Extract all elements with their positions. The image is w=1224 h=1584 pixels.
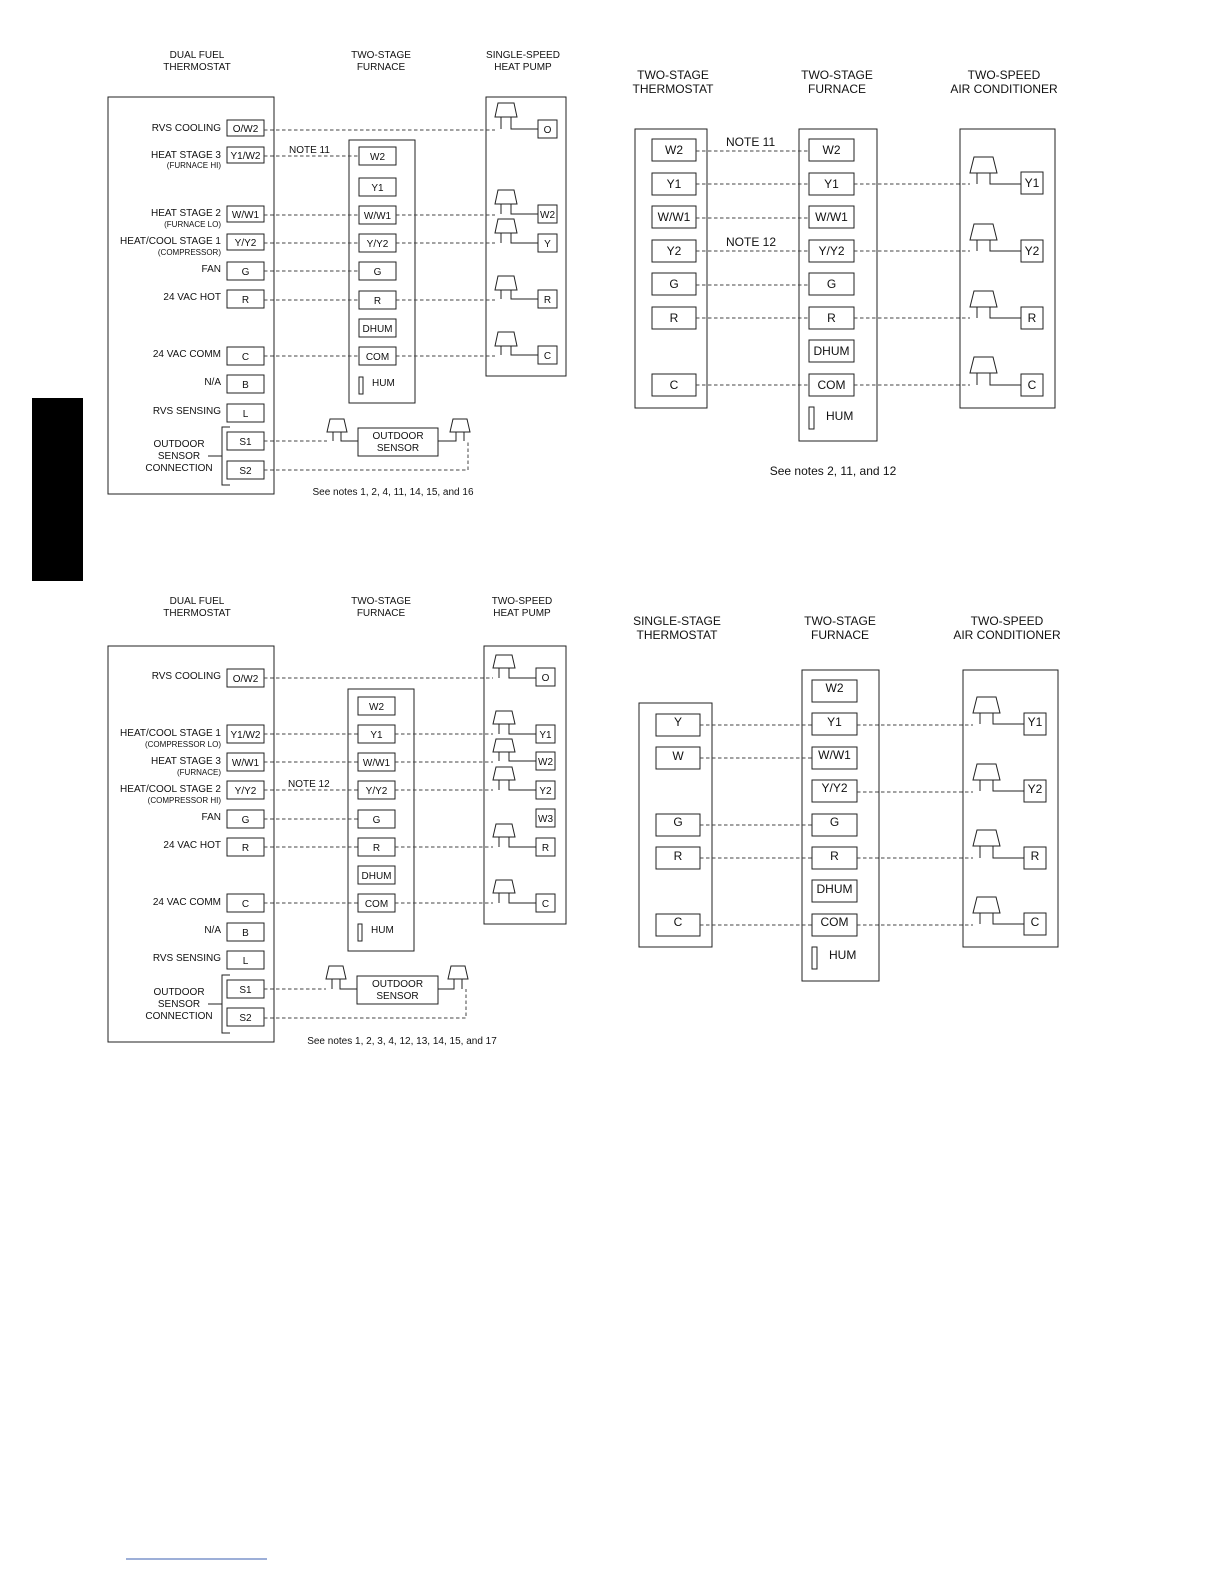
thermostat-terminal bbox=[227, 838, 264, 856]
furnace-terminal bbox=[358, 725, 395, 743]
thermostat-terminal bbox=[656, 714, 700, 736]
svg-text:Y1/W2: Y1/W2 bbox=[230, 730, 261, 741]
unit-terminal bbox=[536, 725, 555, 743]
field-connection-icon bbox=[493, 767, 536, 790]
heading-unit-line2: AIR CONDITIONER bbox=[953, 628, 1061, 642]
field-connection-icon bbox=[495, 103, 538, 129]
svg-text:COM: COM bbox=[817, 378, 846, 392]
thermostat-terminal bbox=[656, 847, 700, 869]
furnace-terminal bbox=[809, 206, 854, 228]
unit-terminal bbox=[536, 781, 555, 799]
thermostat-terminal bbox=[227, 1008, 264, 1026]
thermostat-label: RVS SENSING bbox=[152, 953, 221, 964]
svg-text:W: W bbox=[672, 749, 684, 763]
svg-text:G: G bbox=[241, 267, 250, 278]
unit-terminal bbox=[536, 894, 555, 912]
unit-terminal bbox=[538, 205, 557, 223]
furnace-terminal bbox=[359, 262, 396, 280]
footnote: See notes 1, 2, 3, 4, 12, 13, 14, 15, and 17 bbox=[307, 1036, 497, 1047]
furnace-terminal bbox=[358, 781, 395, 799]
svg-text:C: C bbox=[543, 351, 552, 362]
svg-text:C: C bbox=[673, 915, 683, 929]
thermostat-terminal bbox=[656, 814, 700, 836]
outdoor-sensor-connection-label: SENSOR bbox=[157, 451, 201, 462]
furnace-terminal bbox=[809, 340, 854, 362]
note-label: NOTE 12 bbox=[726, 235, 777, 249]
svg-text:DHUM: DHUM bbox=[361, 871, 392, 882]
unit-terminal bbox=[1024, 913, 1046, 935]
thermostat-terminal bbox=[652, 273, 696, 295]
unit-terminal bbox=[538, 290, 557, 308]
field-connection-icon bbox=[493, 824, 536, 847]
thermostat-label: N/A bbox=[204, 925, 221, 936]
svg-text:SENSOR: SENSOR bbox=[376, 991, 419, 1002]
heading-thermostat-line1: SINGLE-STAGE bbox=[633, 614, 721, 628]
svg-text:W3: W3 bbox=[538, 814, 553, 825]
thermostat-label: 24 VAC COMM bbox=[152, 349, 221, 360]
field-connection-icon bbox=[495, 219, 538, 243]
field-connection-icon bbox=[973, 897, 1024, 924]
hum-terminal-icon bbox=[358, 924, 362, 941]
svg-text:Y/Y2: Y/Y2 bbox=[818, 244, 845, 258]
svg-text:Y1: Y1 bbox=[370, 730, 383, 741]
thermostat-terminal bbox=[652, 206, 696, 228]
svg-text:W/W1: W/W1 bbox=[815, 210, 848, 224]
thermostat-terminal bbox=[227, 951, 264, 969]
thermostat-terminal bbox=[656, 747, 700, 769]
thermostat-label: N/A bbox=[204, 377, 221, 388]
furnace-terminal bbox=[359, 319, 396, 337]
hum-terminal-icon bbox=[809, 407, 814, 429]
furnace-terminal bbox=[358, 810, 395, 828]
svg-text:S2: S2 bbox=[239, 1013, 252, 1024]
thermostat-terminal bbox=[227, 147, 264, 163]
thermostat-terminal bbox=[652, 374, 696, 396]
svg-text:W/W1: W/W1 bbox=[818, 748, 851, 762]
furnace-terminal bbox=[358, 697, 395, 715]
svg-text:R: R bbox=[373, 296, 382, 307]
furnace-terminal bbox=[812, 713, 857, 735]
thermostat-label: RVS COOLING bbox=[151, 671, 221, 682]
thermostat-terminal bbox=[227, 375, 264, 393]
hum-label: HUM bbox=[372, 378, 395, 389]
field-connection-icon bbox=[495, 332, 538, 355]
svg-text:C: C bbox=[241, 899, 250, 910]
svg-text:R: R bbox=[827, 311, 836, 325]
field-connection-icon bbox=[493, 880, 536, 903]
thermostat-terminal bbox=[227, 120, 264, 136]
svg-text:L: L bbox=[242, 956, 249, 967]
thermostat-terminal bbox=[652, 173, 696, 195]
thermostat-terminal bbox=[227, 262, 264, 280]
thermostat-sublabel: (COMPRESSOR HI) bbox=[147, 796, 221, 805]
svg-text:G: G bbox=[826, 277, 837, 291]
svg-text:G: G bbox=[829, 815, 840, 829]
svg-text:W/W1: W/W1 bbox=[231, 758, 260, 769]
svg-text:Y2: Y2 bbox=[539, 786, 552, 797]
furnace-terminal bbox=[812, 747, 857, 769]
heading-unit-line1: TWO-SPEED bbox=[967, 68, 1041, 82]
field-connection-icon bbox=[973, 764, 1024, 791]
heading-furnace-line2: FURNACE bbox=[356, 608, 406, 619]
furnace-terminal bbox=[359, 178, 396, 196]
unit-terminal bbox=[1024, 847, 1046, 869]
heading-thermostat-line1: DUAL FUEL bbox=[169, 596, 225, 607]
hum-label: HUM bbox=[371, 925, 394, 936]
thermostat-terminal bbox=[227, 725, 264, 743]
field-connection-icon bbox=[327, 419, 358, 441]
field-connection-icon bbox=[970, 291, 1021, 318]
svg-text:B: B bbox=[242, 380, 249, 391]
thermostat-label: 24 VAC COMM bbox=[152, 897, 221, 908]
outdoor-sensor-connection-label: OUTDOOR bbox=[153, 987, 205, 998]
svg-text:R: R bbox=[541, 843, 550, 854]
svg-text:Y1: Y1 bbox=[1024, 176, 1040, 190]
unit-terminal bbox=[1024, 780, 1046, 802]
heading-furnace-line2: FURNACE bbox=[356, 62, 406, 73]
unit-terminal bbox=[536, 668, 555, 686]
thermostat-sublabel: (FURNACE HI) bbox=[166, 161, 221, 170]
unit-terminal bbox=[538, 120, 557, 138]
thermostat-terminal bbox=[227, 781, 264, 799]
svg-text:Y2: Y2 bbox=[666, 244, 682, 258]
heading-unit-line2: HEAT PUMP bbox=[493, 608, 551, 619]
diagram-dual-fuel-two-speed-heat-pump bbox=[108, 596, 566, 1047]
outdoor-sensor-connection-label: SENSOR bbox=[157, 999, 201, 1010]
field-connection-icon bbox=[493, 711, 536, 734]
svg-text:Y1: Y1 bbox=[1027, 715, 1043, 729]
footnote: See notes 2, 11, and 12 bbox=[769, 464, 897, 478]
heading-unit-line2: AIR CONDITIONER bbox=[950, 82, 1058, 96]
thermostat-terminal bbox=[227, 980, 264, 998]
furnace-terminal bbox=[809, 374, 854, 396]
hum-label: HUM bbox=[829, 948, 857, 962]
heading-unit-line1: TWO-SPEED bbox=[970, 614, 1044, 628]
furnace-terminal bbox=[809, 139, 854, 161]
svg-text:O: O bbox=[541, 673, 550, 684]
svg-text:R: R bbox=[372, 843, 381, 854]
svg-text:Y1: Y1 bbox=[827, 715, 842, 729]
thermostat-terminal bbox=[227, 810, 264, 828]
thermostat-terminal bbox=[227, 753, 264, 771]
thermostat-terminal bbox=[227, 290, 264, 308]
unit-frame bbox=[960, 129, 1055, 408]
thermostat-label: RVS SENSING bbox=[152, 406, 221, 417]
thermostat-label: HEAT STAGE 2 bbox=[150, 208, 221, 219]
outdoor-sensor-connection-label: CONNECTION bbox=[145, 463, 213, 474]
svg-text:W2: W2 bbox=[540, 210, 555, 221]
svg-text:Y: Y bbox=[673, 715, 683, 729]
svg-text:W/W1: W/W1 bbox=[363, 211, 392, 222]
thermostat-terminal bbox=[227, 347, 264, 365]
field-connection-icon bbox=[495, 276, 538, 299]
heading-unit-line2: HEAT PUMP bbox=[494, 62, 552, 73]
svg-text:Y1: Y1 bbox=[539, 730, 552, 741]
furnace-terminal bbox=[809, 273, 854, 295]
svg-text:R: R bbox=[543, 295, 552, 306]
thermostat-terminal bbox=[227, 432, 264, 450]
thermostat-label: FAN bbox=[201, 812, 221, 823]
field-connection-icon bbox=[493, 655, 536, 678]
heading-unit-line1: TWO-SPEED bbox=[491, 596, 553, 607]
hum-terminal-icon bbox=[812, 947, 817, 969]
heading-thermostat-line2: THERMOSTAT bbox=[632, 82, 714, 96]
svg-text:R: R bbox=[669, 311, 679, 325]
unit-terminal bbox=[1021, 307, 1043, 329]
svg-text:G: G bbox=[373, 267, 382, 278]
svg-text:L: L bbox=[242, 409, 249, 420]
thermostat-label: RVS COOLING bbox=[151, 123, 221, 134]
thermostat-label: HEAT STAGE 3 bbox=[150, 756, 221, 767]
heading-furnace-line2: FURNACE bbox=[807, 82, 867, 96]
svg-text:R: R bbox=[241, 295, 250, 306]
note-label: NOTE 11 bbox=[289, 145, 330, 156]
svg-text:C: C bbox=[1027, 378, 1037, 392]
furnace-terminal bbox=[359, 206, 396, 224]
thermostat-sublabel: (COMPRESSOR) bbox=[157, 248, 221, 257]
svg-text:Y1: Y1 bbox=[666, 177, 682, 191]
svg-text:C: C bbox=[241, 352, 250, 363]
svg-text:B: B bbox=[242, 928, 249, 939]
heading-furnace-line1: TWO-STAGE bbox=[351, 596, 411, 607]
unit-terminal bbox=[536, 752, 555, 770]
svg-text:Y2: Y2 bbox=[1027, 782, 1043, 796]
heading-furnace-line1: TWO-STAGE bbox=[351, 50, 411, 61]
svg-text:W/W1: W/W1 bbox=[362, 758, 391, 769]
furnace-terminal bbox=[358, 866, 395, 884]
field-connection-icon bbox=[973, 830, 1024, 858]
heading-furnace-line1: TWO-STAGE bbox=[801, 68, 873, 82]
svg-text:W/W1: W/W1 bbox=[231, 210, 260, 221]
furnace-terminal bbox=[809, 240, 854, 262]
thermostat-terminal bbox=[652, 139, 696, 161]
heading-thermostat-line2: THERMOSTAT bbox=[163, 62, 231, 73]
thermostat-sublabel: (FURNACE) bbox=[177, 768, 221, 777]
thermostat-terminal bbox=[652, 240, 696, 262]
svg-text:Y1: Y1 bbox=[371, 183, 384, 194]
svg-text:O/W2: O/W2 bbox=[232, 124, 259, 135]
note-label: NOTE 12 bbox=[288, 779, 330, 790]
field-connection-icon bbox=[326, 966, 357, 989]
furnace-terminal bbox=[359, 147, 396, 165]
thermostat-terminal bbox=[227, 206, 264, 222]
unit-terminal bbox=[1024, 713, 1046, 735]
thermostat-frame bbox=[635, 129, 707, 408]
thermostat-terminal bbox=[227, 669, 264, 687]
svg-text:Y/Y2: Y/Y2 bbox=[365, 786, 388, 797]
svg-text:S2: S2 bbox=[239, 466, 252, 477]
note-label: NOTE 11 bbox=[726, 135, 776, 149]
svg-text:W2: W2 bbox=[538, 757, 553, 768]
svg-text:W2: W2 bbox=[370, 152, 385, 163]
thermostat-terminal bbox=[227, 461, 264, 479]
svg-text:Y1/W2: Y1/W2 bbox=[230, 151, 261, 162]
diagram-two-stage-thermostat-two-speed-ac bbox=[633, 68, 1058, 478]
furnace-terminal bbox=[812, 847, 857, 869]
outdoor-sensor bbox=[357, 976, 438, 1004]
thermostat-label: 24 VAC HOT bbox=[163, 840, 221, 851]
unit-frame bbox=[963, 670, 1058, 947]
svg-text:R: R bbox=[673, 849, 683, 863]
svg-text:W2: W2 bbox=[369, 702, 384, 713]
svg-text:COM: COM bbox=[364, 899, 389, 910]
svg-text:G: G bbox=[669, 277, 679, 291]
furnace-terminal bbox=[812, 880, 857, 902]
thermostat-label: HEAT/COOL STAGE 2 bbox=[120, 784, 221, 795]
svg-text:DHUM: DHUM bbox=[816, 882, 853, 896]
thermostat-terminal bbox=[656, 914, 700, 936]
diagram-single-stage-thermostat-two-speed-ac bbox=[633, 614, 1061, 981]
furnace-terminal bbox=[809, 173, 854, 195]
field-connection-icon bbox=[970, 224, 1021, 251]
field-connection-icon bbox=[438, 966, 468, 989]
svg-text:Y2: Y2 bbox=[1024, 244, 1040, 258]
svg-text:S1: S1 bbox=[239, 985, 252, 996]
thermostat-sublabel: (COMPRESSOR LO) bbox=[144, 740, 221, 749]
footnote: See notes 1, 2, 4, 11, 14, 15, and 16 bbox=[312, 487, 474, 498]
svg-text:R: R bbox=[1030, 849, 1040, 863]
svg-text:C: C bbox=[1030, 915, 1040, 929]
svg-text:W2: W2 bbox=[665, 143, 683, 157]
thermostat-label: HEAT/COOL STAGE 1 bbox=[120, 728, 221, 739]
outdoor-sensor-connection-label: CONNECTION bbox=[145, 1011, 213, 1022]
furnace-terminal bbox=[358, 894, 395, 912]
furnace-terminal bbox=[809, 307, 854, 329]
hum-label: HUM bbox=[826, 409, 854, 423]
svg-text:R: R bbox=[241, 843, 250, 854]
field-connection-icon bbox=[495, 190, 538, 214]
svg-text:DHUM: DHUM bbox=[362, 324, 393, 335]
unit-terminal bbox=[1021, 240, 1043, 262]
furnace-terminal bbox=[812, 914, 857, 936]
svg-text:Y/Y2: Y/Y2 bbox=[234, 786, 257, 797]
unit-terminal bbox=[538, 234, 557, 252]
svg-text:O: O bbox=[543, 125, 552, 136]
svg-text:Y/Y2: Y/Y2 bbox=[366, 239, 389, 250]
furnace-terminal bbox=[812, 680, 857, 702]
hum-terminal-icon bbox=[359, 377, 363, 394]
svg-text:W2: W2 bbox=[825, 681, 844, 695]
side-tab-block bbox=[32, 398, 83, 581]
thermostat-label: 24 VAC HOT bbox=[163, 292, 221, 303]
thermostat-label: FAN bbox=[201, 264, 221, 275]
furnace-terminal bbox=[812, 814, 857, 836]
svg-text:Y/Y2: Y/Y2 bbox=[821, 781, 848, 795]
field-connection-icon bbox=[970, 157, 1021, 184]
outdoor-sensor bbox=[358, 428, 438, 456]
svg-text:R: R bbox=[830, 849, 839, 863]
field-connection-icon bbox=[438, 419, 470, 441]
thermostat-label: HEAT STAGE 3 bbox=[150, 150, 221, 161]
thermostat-terminal bbox=[227, 894, 264, 912]
svg-text:COM: COM bbox=[820, 915, 849, 929]
unit-terminal bbox=[536, 838, 555, 856]
furnace-terminal bbox=[359, 291, 396, 309]
diagram-dual-fuel-single-speed-heat-pump bbox=[108, 50, 566, 498]
heading-thermostat-line1: DUAL FUEL bbox=[169, 50, 225, 61]
svg-text:W2: W2 bbox=[822, 143, 841, 157]
thermostat-sublabel: (FURNACE LO) bbox=[164, 220, 221, 229]
thermostat-terminal bbox=[227, 923, 264, 941]
heading-unit-line1: SINGLE-SPEED bbox=[486, 50, 560, 61]
svg-text:Y/Y2: Y/Y2 bbox=[234, 238, 257, 249]
svg-text:SENSOR: SENSOR bbox=[376, 443, 420, 454]
svg-text:R: R bbox=[1027, 311, 1037, 325]
thermostat-terminal bbox=[227, 404, 264, 422]
svg-text:G: G bbox=[673, 815, 683, 829]
furnace-terminal bbox=[358, 838, 395, 856]
thermostat-terminal bbox=[227, 234, 264, 250]
svg-text:O/W2: O/W2 bbox=[232, 674, 259, 685]
unit-terminal bbox=[536, 809, 555, 827]
svg-text:Y1: Y1 bbox=[824, 177, 839, 191]
svg-text:W/W1: W/W1 bbox=[657, 210, 691, 224]
svg-text:C: C bbox=[669, 378, 679, 392]
heading-furnace-line2: FURNACE bbox=[810, 628, 870, 642]
heading-thermostat-line2: THERMOSTAT bbox=[636, 628, 718, 642]
field-connection-icon bbox=[973, 697, 1024, 724]
field-connection-icon bbox=[493, 739, 536, 761]
unit-terminal bbox=[538, 346, 557, 364]
svg-text:G: G bbox=[241, 815, 250, 826]
furnace-terminal bbox=[812, 780, 857, 802]
furnace-terminal bbox=[359, 234, 396, 252]
thermostat-terminal bbox=[652, 307, 696, 329]
svg-text:Y: Y bbox=[544, 239, 551, 250]
unit-terminal bbox=[1021, 172, 1043, 194]
svg-text:COM: COM bbox=[365, 352, 390, 363]
outdoor-sensor-connection-label: OUTDOOR bbox=[153, 439, 205, 450]
heading-thermostat-line1: TWO-STAGE bbox=[637, 68, 709, 82]
unit-terminal bbox=[1021, 374, 1043, 396]
svg-text:DHUM: DHUM bbox=[813, 344, 850, 358]
svg-text:S1: S1 bbox=[239, 437, 252, 448]
thermostat-label: HEAT/COOL STAGE 1 bbox=[120, 236, 221, 247]
furnace-terminal bbox=[359, 347, 396, 365]
furnace-terminal bbox=[358, 753, 395, 771]
svg-text:OUTDOOR: OUTDOOR bbox=[371, 979, 424, 990]
svg-text:C: C bbox=[541, 899, 550, 910]
svg-text:G: G bbox=[372, 815, 381, 826]
field-connection-icon bbox=[970, 357, 1021, 385]
heading-furnace-line1: TWO-STAGE bbox=[804, 614, 876, 628]
svg-text:OUTDOOR: OUTDOOR bbox=[372, 431, 424, 442]
heading-thermostat-line2: THERMOSTAT bbox=[163, 608, 231, 619]
